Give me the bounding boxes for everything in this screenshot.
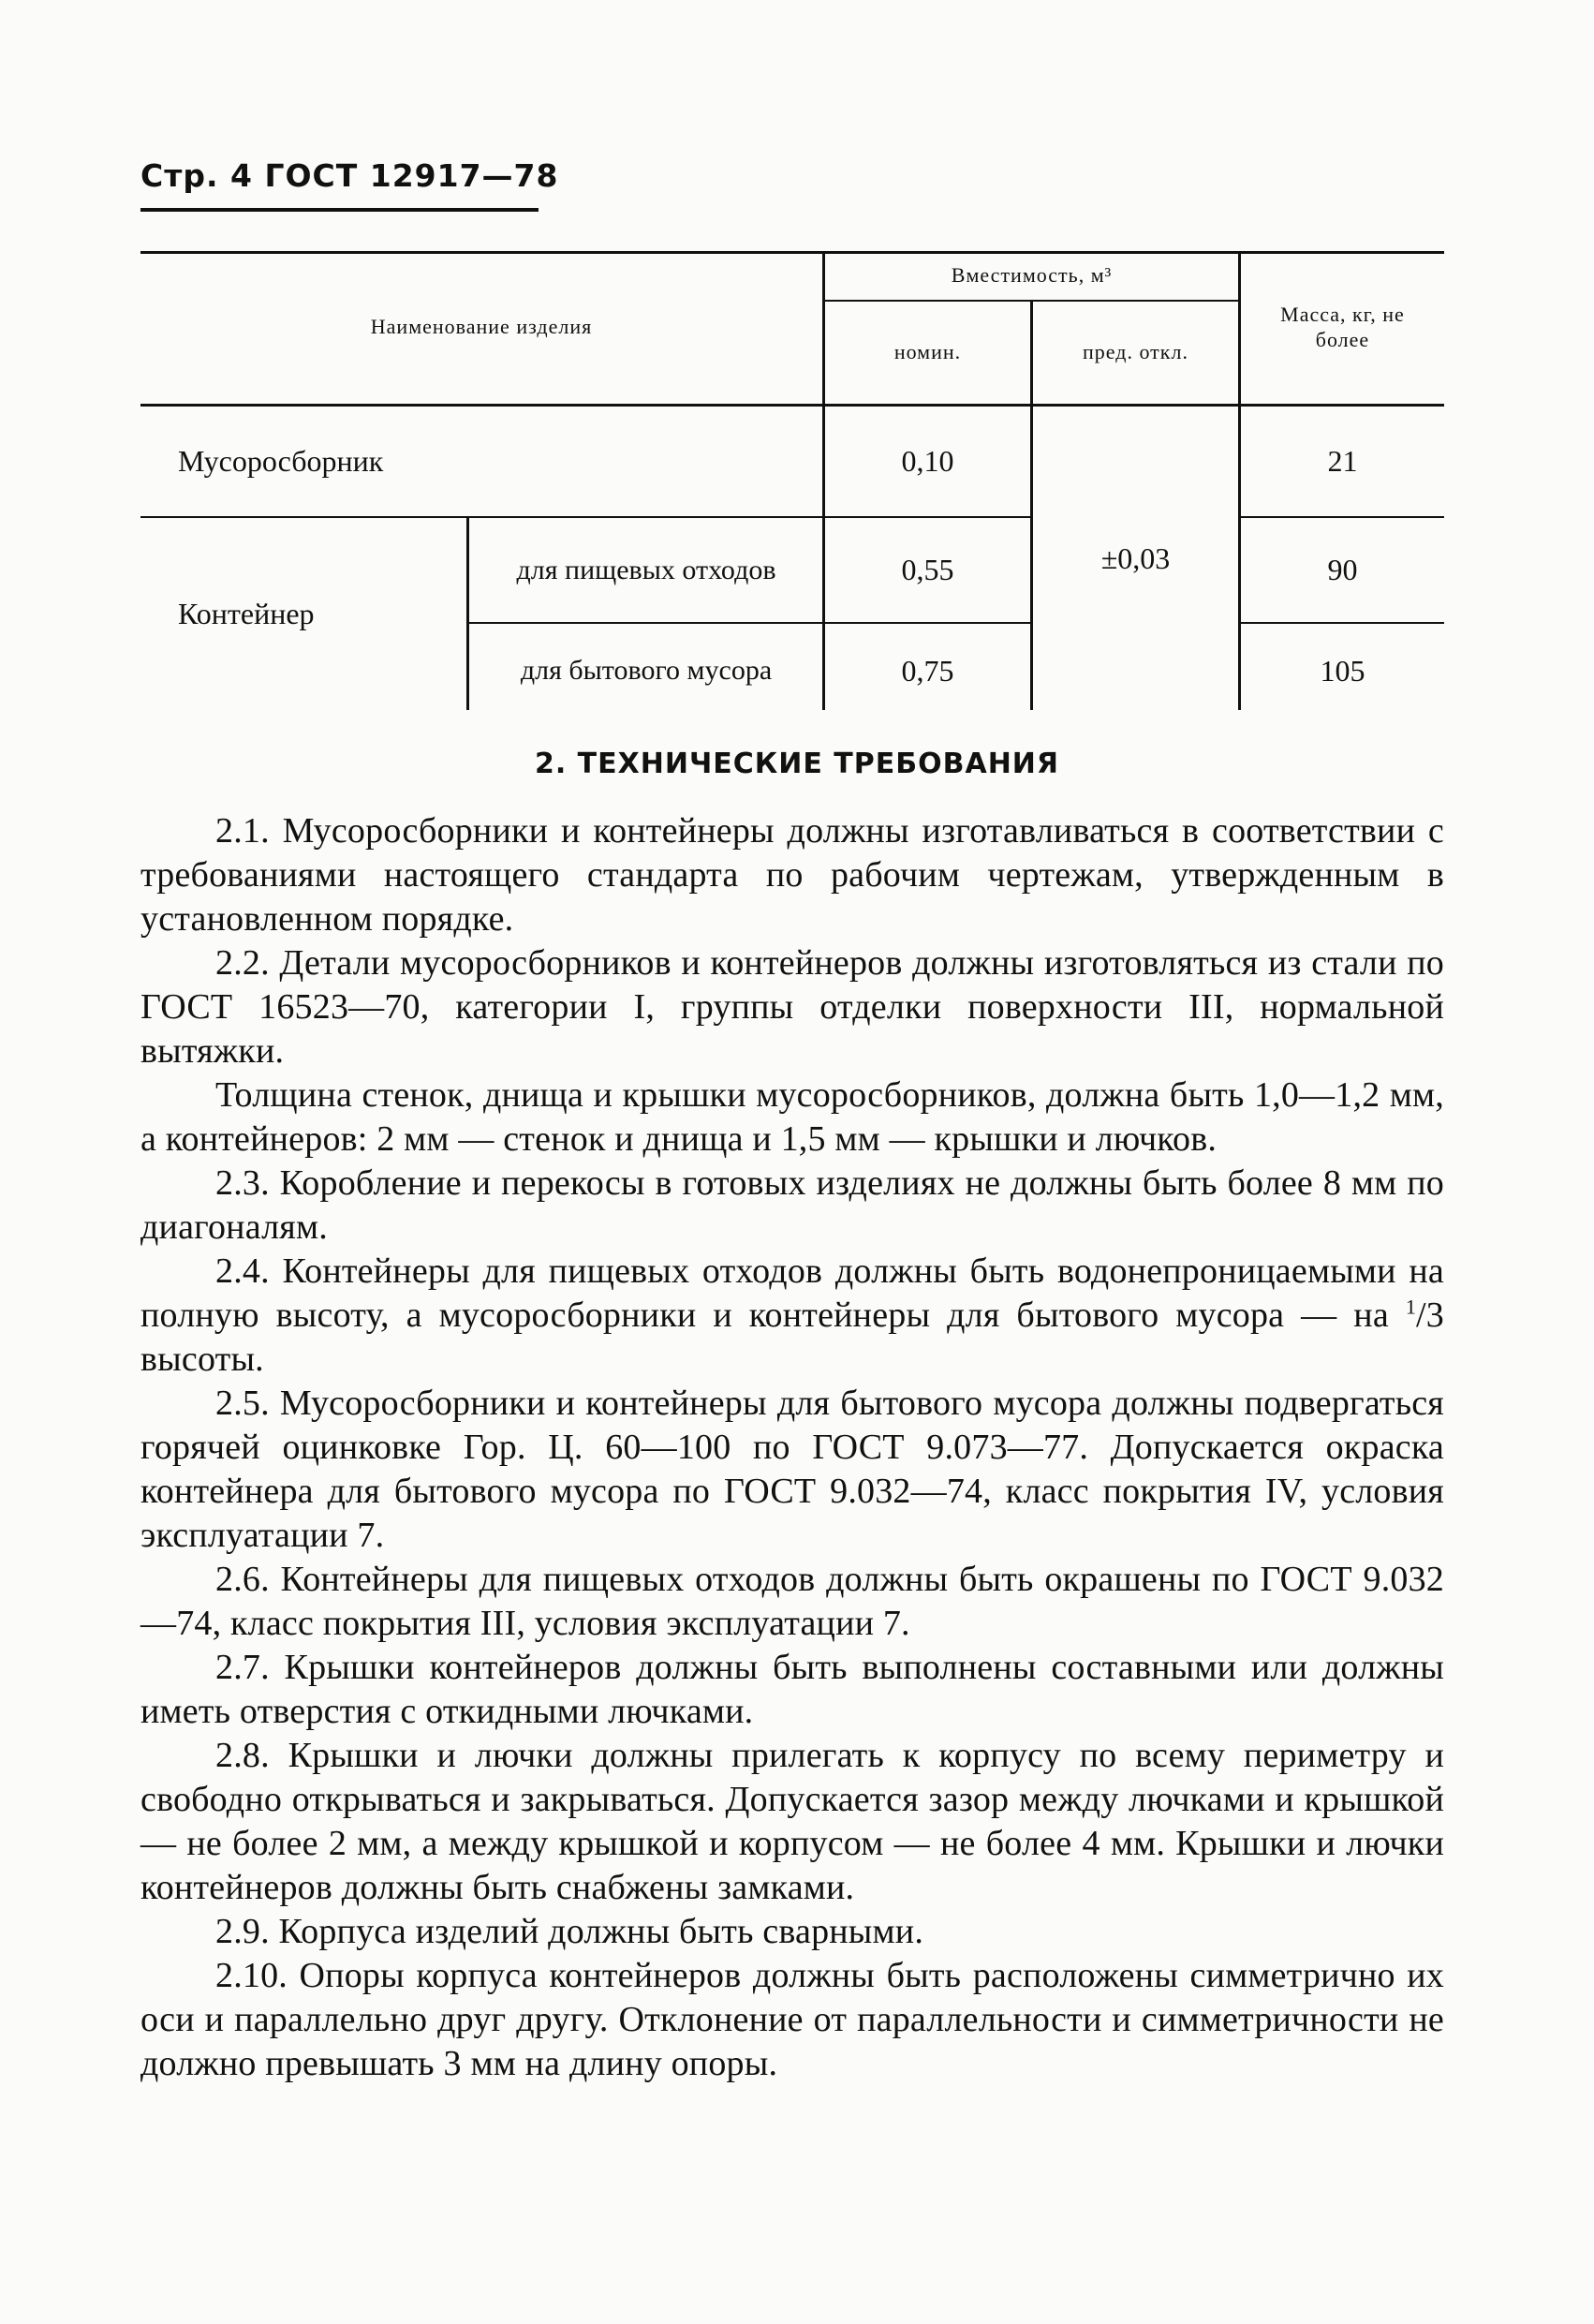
paragraph-2-5: 2.5. Мусоросборники и контейнеры для бытового мусора должны подвергаться горячей оцинковке Гор. Ц. 60—100 по ГОСТ 9.073—77. Допускается окраска контейнера для бытового мусора по ГОСТ 9.032—74, класс покрытия IV, условия эксплуатации 7. [140,1384,1444,1555]
capacity-table [140,251,1444,721]
paragraph-2-4-tail: /3 высоты. [140,1295,1444,1379]
header-mass: Масса, кг, не более [1280,303,1405,351]
row-subtype: для бытового мусора [520,655,773,686]
row-mass: 90 [1327,553,1358,587]
paragraph-2-9: 2.9. Корпуса изделий должны быть сварными. [215,1912,924,1951]
requirements-text [140,809,1444,2086]
paragraph-2-4-text: 2.4. Контейнеры для пищевых отходов должны быть водонепроницаемыми на полную высоту, а мусоросборники и контейнеры для бытового мусора — на [140,1251,1444,1335]
row-nominal: 0,10 [901,444,954,479]
fraction-numerator: 1 [1405,1295,1417,1319]
paragraph-2-2-thickness: Толщина стенок, днища и крышки мусоросборников, должна быть 1,0—1,2 мм, а контейнеров: 2 мм — стенок и днища и 1,5 мм — крышки и лючков. [140,1075,1444,1159]
row-mass: 21 [1327,444,1358,479]
page-header: Стр. 4 ГОСТ 12917—78 [140,157,559,194]
header-nominal: номин. [893,340,962,364]
paragraph-2-8: 2.8. Крышки и лючки должны прилегать к корпусу по всему периметру и свободно открываться и закрываться. Допускается зазор между лючками и крышкой — не более 2 мм, а между крышкой и корпусом — не более 4 мм. Крышки и лючки контейнеров должны быть снабжены замками. [140,1736,1444,1907]
row-name: Мусоросборник [178,444,384,479]
row-mass: 105 [1320,653,1365,688]
paragraph-2-3: 2.3. Коробление и перекосы в готовых изделиях не должны быть более 8 мм по диагоналям. [140,1163,1444,1247]
row-subtype: для пищевых отходов [516,554,776,585]
section-title: 2. ТЕХНИЧЕСКИЕ ТРЕБОВАНИЯ [534,748,1060,780]
table-vline-sub [466,518,469,710]
header-underline [140,208,539,212]
paragraph-2-10: 2.10. Опоры корпуса контейнеров должны быть расположены симметрично их оси и параллельно друг другу. Отклонение от параллельности и симметричности не должно превышать 3 мм на длину опоры. [140,1956,1444,2083]
row-nominal: 0,55 [901,553,954,587]
deviation-value: ±0,03 [1100,540,1171,575]
paragraph-2-4 [140,1250,1444,1382]
header-deviation: пред. откл. [1083,340,1188,364]
paragraph-2-2: 2.2. Детали мусоросборников и контейнеров должны изготовляться из стали по ГОСТ 16523—70, категории I, группы отделки поверхности III, нормальной вытяжки. [140,943,1444,1071]
header-product-name: Наименование изделия [370,315,593,339]
paragraph-2-6: 2.6. Контейнеры для пищевых отходов должны быть окрашены по ГОСТ 9.032—74, класс покрытия III, условия эксплуатации 7. [140,1560,1444,1643]
row-name: Контейнер [178,597,315,631]
row-nominal: 0,75 [901,653,954,688]
paragraph-2-1: 2.1. Мусоросборники и контейнеры должны изготавливаться в соответствии с требованиями настоящего стандарта по рабочим чертежам, утвержденным в установленном порядке. [140,811,1444,939]
paragraph-2-7: 2.7. Крышки контейнеров должны быть выполнены составными или должны иметь отверстия с откидными лючками. [140,1648,1444,1731]
header-capacity: Вместимость, м³ [951,262,1113,287]
